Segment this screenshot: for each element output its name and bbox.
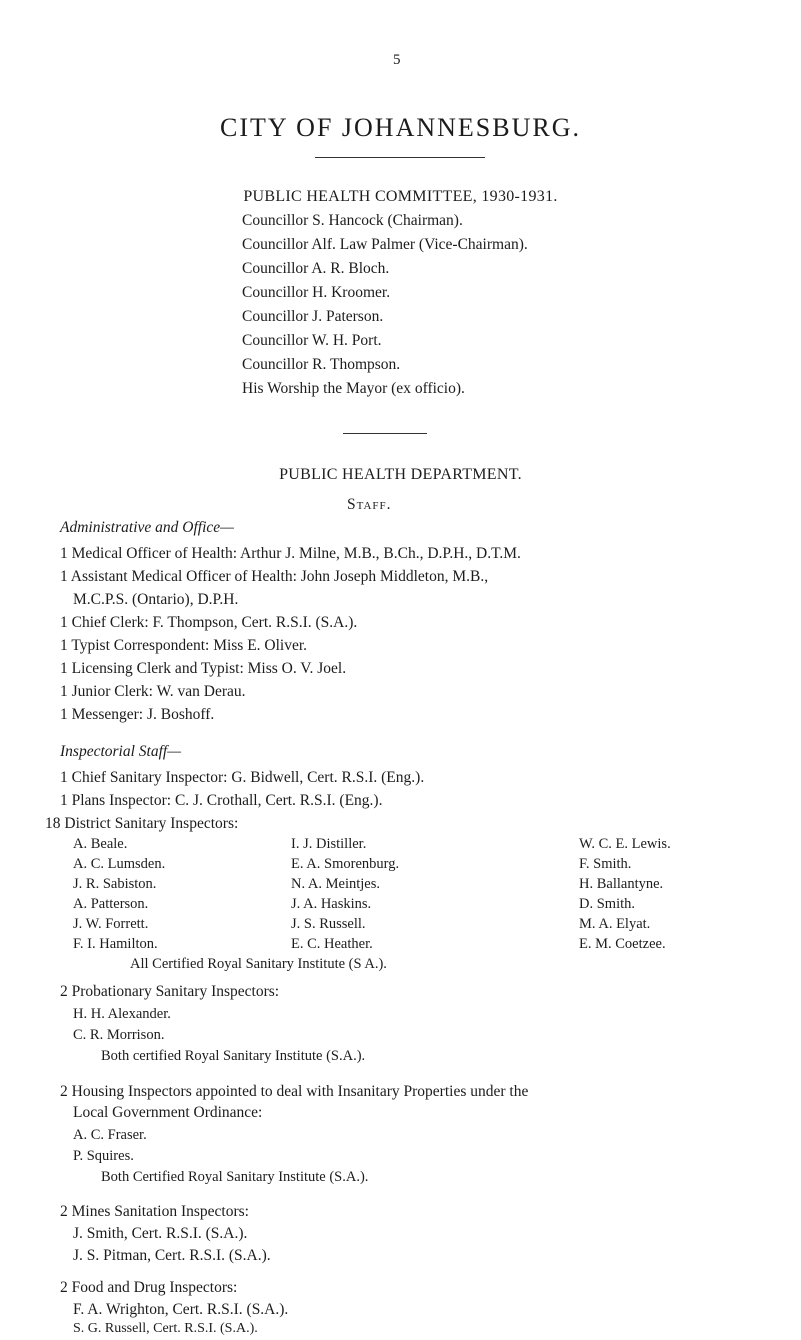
admin-line: 1 Assistant Medical Officer of Health: John Joseph Middleton, M.B., [60,568,489,585]
district-inspector: M. A. Elyat. [579,916,651,932]
probationary-heading: 2 Probationary Sanitary Inspectors: [60,983,280,1000]
committee-member: Councillor W. H. Port. [242,332,382,349]
district-inspector: J. A. Haskins. [291,896,372,912]
district-inspector: W. C. E. Lewis. [579,836,671,852]
section-divider [343,433,427,434]
committee-member: Councillor S. Hancock (Chairman). [242,212,463,229]
admin-line: 1 Medical Officer of Health: Arthur J. Milne, M.B., B.Ch., D.P.H., D.T.M. [60,545,521,562]
probationary-inspector: H. H. Alexander. [73,1006,171,1022]
department-heading: PUBLIC HEALTH DEPARTMENT. [279,466,522,483]
district-inspector: A. C. Lumsden. [73,856,166,872]
admin-line: 1 Chief Clerk: F. Thompson, Cert. R.S.I. (S.A.). [60,614,358,631]
district-inspector: J. R. Sabiston. [73,876,157,892]
chief-inspector-line: 1 Chief Sanitary Inspector: G. Bidwell, Cert. R.S.I. (Eng.). [60,769,425,786]
staff-heading: Staff. [347,496,392,513]
district-inspector: E. C. Heather. [291,936,373,952]
food-heading: 2 Food and Drug Inspectors: [60,1279,238,1296]
district-heading: 18 District Sanitary Inspectors: [45,815,239,832]
probationary-note: Both certified Royal Sanitary Institute (S.A.). [101,1048,366,1064]
inspectorial-heading: Inspectorial Staff— [60,743,181,760]
mines-inspector: J. S. Pitman, Cert. R.S.I. (S.A.). [73,1247,271,1264]
district-inspector: F. I. Hamilton. [73,936,158,952]
district-inspector: H. Ballantyne. [579,876,664,892]
housing-inspector: A. C. Fraser. [73,1127,147,1143]
food-inspector: S. G. Russell, Cert. R.S.I. (S.A.). [73,1321,258,1336]
district-inspector: I. J. Distiller. [291,836,367,852]
housing-heading: 2 Housing Inspectors appointed to deal with Insanitary Properties under the [60,1083,529,1100]
district-note: All Certified Royal Sanitary Institute (S A.). [130,956,387,972]
title-divider [315,157,485,158]
housing-note: Both Certified Royal Sanitary Institute (S.A.). [101,1169,369,1185]
district-inspector: A. Beale. [73,836,128,852]
district-inspector: D. Smith. [579,896,635,912]
committee-member: Councillor Alf. Law Palmer (Vice-Chairman). [242,236,528,253]
district-inspector: N. A. Meintjes. [291,876,381,892]
district-inspector: E. M. Coetzee. [579,936,666,952]
committee-member: His Worship the Mayor (ex officio). [242,380,465,397]
page-number: 5 [393,52,401,68]
committee-member: Councillor A. R. Bloch. [242,260,390,277]
food-inspector: F. A. Wrighton, Cert. R.S.I. (S.A.). [73,1301,289,1318]
mines-heading: 2 Mines Sanitation Inspectors: [60,1203,249,1220]
committee-member: Councillor J. Paterson. [242,308,384,325]
mines-inspector: J. Smith, Cert. R.S.I. (S.A.). [73,1225,248,1242]
admin-line: M.C.P.S. (Ontario), D.P.H. [73,591,239,608]
admin-heading: Administrative and Office— [60,519,234,536]
committee-heading: PUBLIC HEALTH COMMITTEE, 1930-1931. [243,188,558,205]
district-inspector: J. S. Russell. [291,916,366,932]
committee-member: Councillor H. Kroomer. [242,284,391,301]
housing-inspector: P. Squires. [73,1148,134,1164]
admin-line: 1 Messenger: J. Boshoff. [60,706,215,723]
housing-heading-cont: Local Government Ordinance: [73,1104,263,1121]
admin-line: 1 Typist Correspondent: Miss E. Oliver. [60,637,308,654]
district-inspector: E. A. Smorenburg. [291,856,400,872]
admin-line: 1 Junior Clerk: W. van Derau. [60,683,246,700]
district-inspector: A. Patterson. [73,896,149,912]
probationary-inspector: C. R. Morrison. [73,1027,165,1043]
committee-member: Councillor R. Thompson. [242,356,401,373]
district-inspector: J. W. Forrett. [73,916,149,932]
document-title: CITY OF JOHANNESBURG. [219,113,581,142]
district-inspector: F. Smith. [579,856,632,872]
plans-inspector-line: 1 Plans Inspector: C. J. Crothall, Cert. R.S.I. (Eng.). [60,792,383,809]
admin-line: 1 Licensing Clerk and Typist: Miss O. V. Joel. [60,660,347,677]
